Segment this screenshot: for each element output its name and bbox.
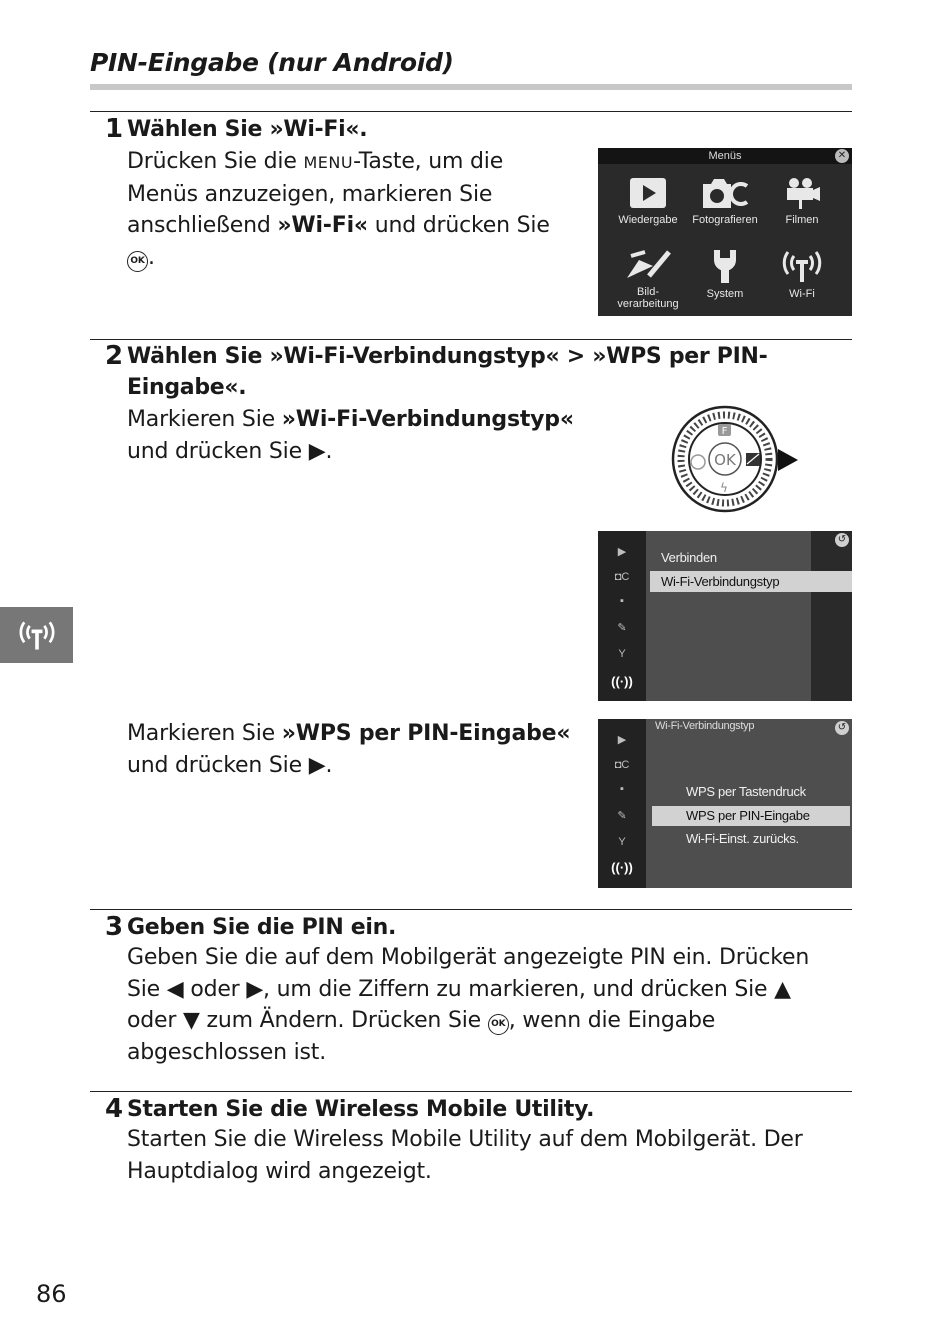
menu-tile-shooting: Fotografieren <box>687 176 763 226</box>
step-number: 2 <box>105 341 123 371</box>
movie-icon: ▪ <box>620 595 624 607</box>
wrench-icon <box>710 248 740 284</box>
return-icon: ↺ <box>835 721 849 735</box>
right-arrow-icon <box>778 449 798 471</box>
menu-button-label: MENU <box>303 153 354 172</box>
screen-side-icons <box>598 531 646 701</box>
step-number: 1 <box>105 114 123 144</box>
menu-item-connect: Verbinden <box>661 550 717 565</box>
menu-item-reset-wifi: Wi-Fi-Einst. zurücks. <box>686 831 799 846</box>
playback-icon <box>629 176 667 210</box>
step-body: Starten Sie die Wireless Mobile Utility auf dem Mobilgerät. Der Hauptdialog wird angezeigt. <box>127 1127 803 1184</box>
step-number: 3 <box>105 912 123 942</box>
retouch-icon: ✎ <box>617 810 627 822</box>
menu-tile-retouch: Bild- verarbeitung <box>610 248 686 310</box>
multi-selector-dial <box>668 404 808 514</box>
camera-icon: ◘C <box>614 759 630 771</box>
camera-screen-menus <box>598 148 852 316</box>
menu-tile-system: System <box>687 248 763 300</box>
close-icon: ✕ <box>835 149 849 163</box>
step-heading: Wählen Sie »Wi-Fi«. <box>127 117 368 142</box>
step-body: Markieren Sie »Wi-Fi-Verbindungstyp« und drücken Sie ▶. <box>127 407 574 464</box>
menu-tile-movie: Filmen <box>764 176 840 226</box>
screen-title: Menüs <box>598 148 852 164</box>
svg-text:F: F <box>721 426 728 437</box>
retouch-icon <box>625 248 671 282</box>
step-body-continued: Markieren Sie »WPS per PIN-Eingabe« und drücken Sie ▶. <box>127 721 571 778</box>
step-body: Geben Sie die auf dem Mobilgerät angezeigte PIN ein. Drücken Sie ◀ oder ▶, um die Ziffern zu markieren, und drücken Sie ▲ oder ▼ zum Ändern. Drücken Sie OK , wenn die Eingabe abgeschlossen ist. <box>127 945 810 1065</box>
step-divider <box>90 339 852 340</box>
camera-screen-wifi-menu <box>598 531 852 701</box>
menu-tile-wifi: Wi-Fi <box>764 248 840 300</box>
screen-side-icons <box>598 719 646 888</box>
playback-icon: ▶ <box>617 734 627 746</box>
retouch-icon: ✎ <box>617 622 627 634</box>
screen-title: Wi-Fi-Verbindungstyp <box>655 720 755 732</box>
step-heading: Wählen Sie »Wi-Fi-Verbindungstyp« > »WPS per PIN- Eingabe«. <box>127 344 768 400</box>
page-number: 86 <box>36 1280 67 1308</box>
return-icon: ↺ <box>835 533 849 547</box>
step-heading: Starten Sie die Wireless Mobile Utility. <box>127 1097 595 1122</box>
movie-icon <box>782 176 822 210</box>
camera-icon <box>700 176 750 210</box>
wifi-icon: ((·)) <box>611 674 633 689</box>
step-number: 4 <box>105 1094 123 1124</box>
playback-icon: ▶ <box>617 546 627 558</box>
step-body: Drücken Sie die MENU-Taste, um die Menüs anzuzeigen, markieren Sie anschließend »Wi-Fi« und drücken Sie OK . <box>127 149 550 270</box>
movie-icon: ▪ <box>620 783 624 795</box>
step-divider <box>90 909 852 910</box>
title-underline <box>90 84 852 90</box>
ok-button-icon: OK <box>488 1014 509 1035</box>
wrench-icon: Y <box>618 836 626 848</box>
wifi-icon <box>17 618 57 652</box>
menu-item-wps-button: WPS per Tastendruck <box>686 784 806 799</box>
camera-icon: ◘C <box>614 571 630 583</box>
step-heading: Geben Sie die PIN ein. <box>127 915 397 940</box>
svg-text:ϟ: ϟ <box>720 481 728 495</box>
camera-screen-connection-type <box>598 719 852 888</box>
menu-item-connection-type: Wi-Fi-Verbindungstyp <box>650 571 852 592</box>
menu-tile-playback: Wiedergabe <box>610 176 686 226</box>
menu-item-wps-pin: WPS per PIN-Eingabe <box>652 806 850 826</box>
section-tab-wifi <box>0 607 73 663</box>
page-title: PIN-Eingabe (nur Android) <box>90 48 454 77</box>
step-divider <box>90 1091 852 1092</box>
wifi-icon <box>780 248 824 284</box>
ok-button-icon: OK <box>127 251 148 272</box>
wrench-icon: Y <box>618 648 626 660</box>
dial-center-label: OK <box>714 451 736 469</box>
step-divider <box>90 111 852 112</box>
wifi-icon: ((·)) <box>611 860 633 875</box>
